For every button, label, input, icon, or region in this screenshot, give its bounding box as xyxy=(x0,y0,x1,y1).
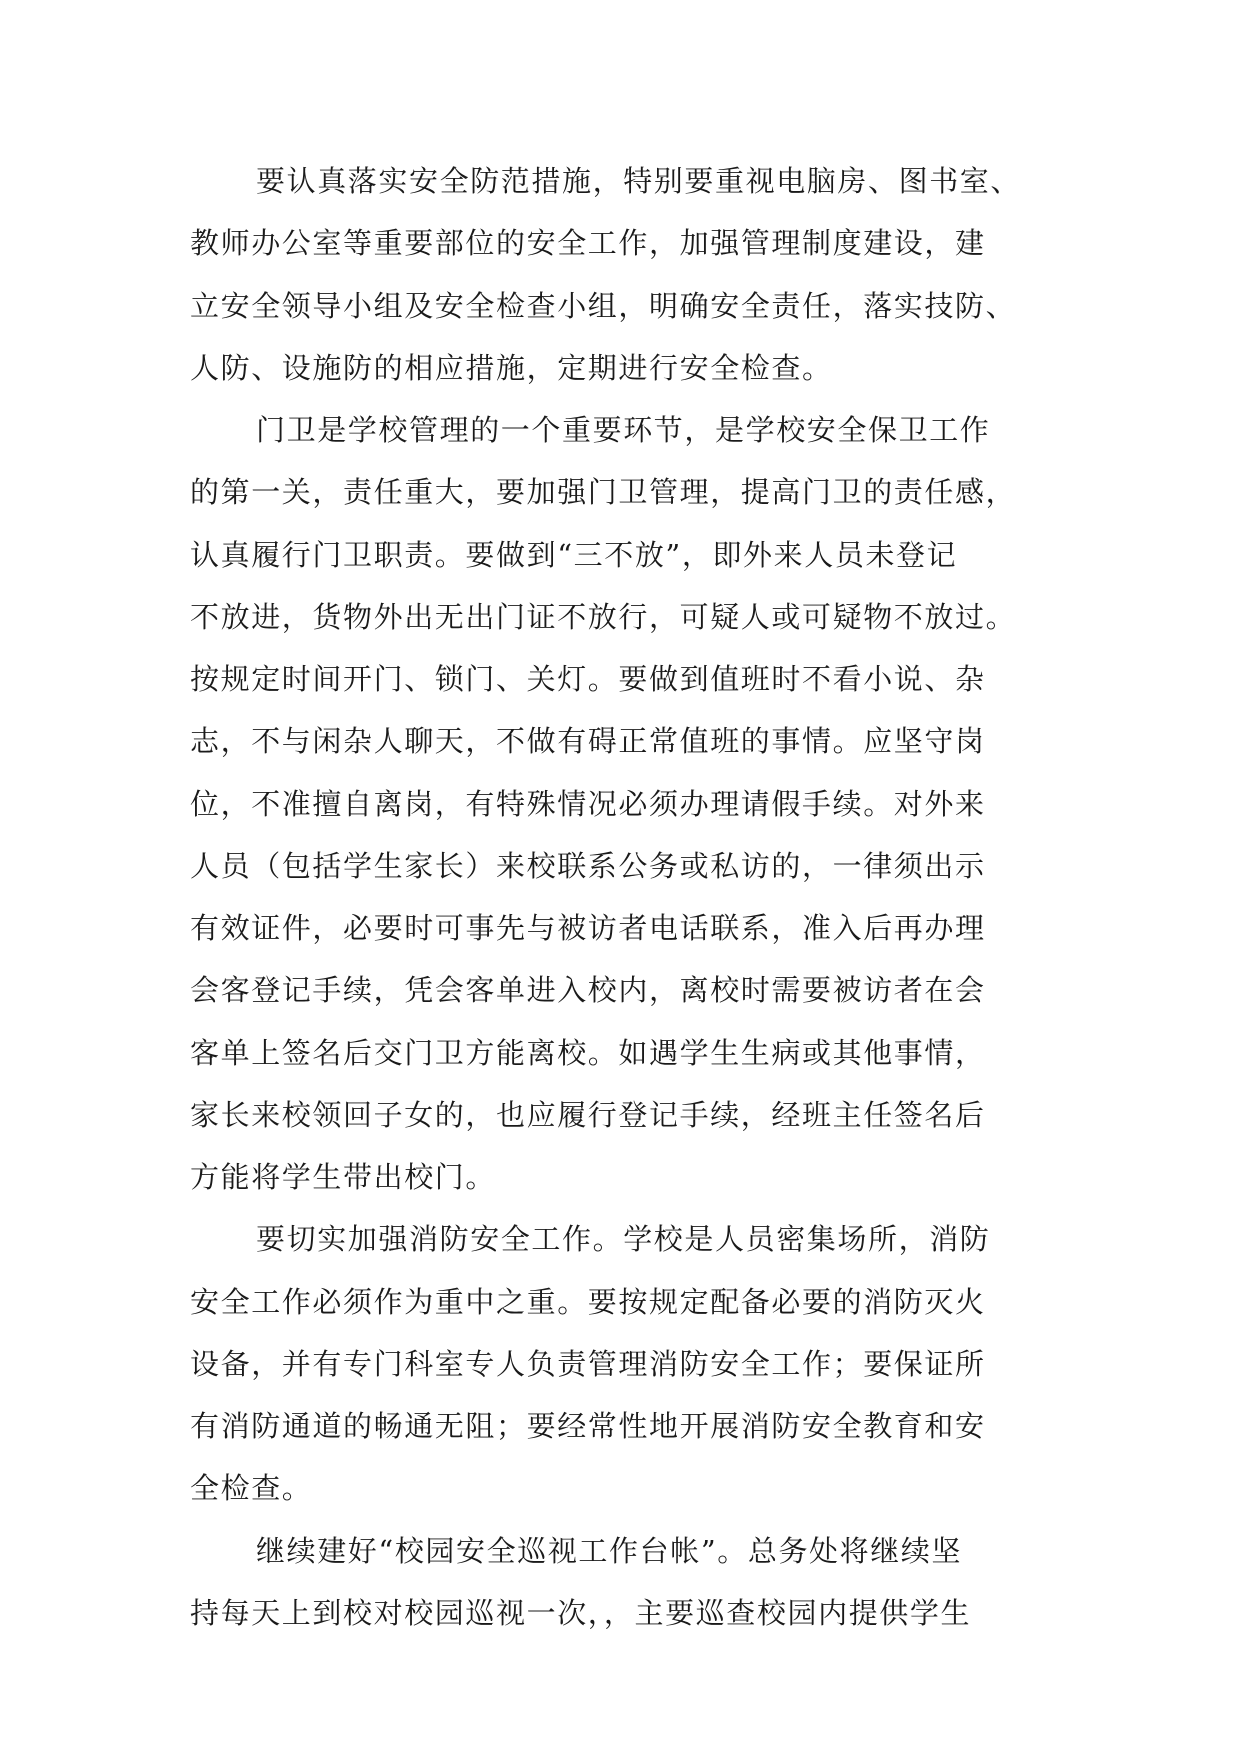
text-line: 门卫是学校管理的一个重要环节，是学校安全保卫工作 xyxy=(256,413,991,447)
text-line: 要切实加强消防安全工作。学校是人员密集场所，消防 xyxy=(256,1222,991,1257)
text-line: 认真履行门卫职责。要做到“三不放”，即外来人员未登记 xyxy=(190,537,958,572)
text-line: 家长来校领回子女的，也应履行登记手续，经班主任签名后 xyxy=(190,1097,986,1132)
paragraph-gatekeeper xyxy=(190,399,1070,1208)
text-line: 不放进，货物外出无出门证不放行，可疑人或可疑物不放过。 xyxy=(190,599,1017,634)
text-line: 位，不准擅自离岗，有特殊情况必须办理请假手续。对外来 xyxy=(190,786,986,821)
text-line: 人防、设施防的相应措施，定期进行安全检查。 xyxy=(190,350,833,385)
text-line: 志，不与闲杂人聊天，不做有碍正常值班的事情。应坚守岗 xyxy=(190,724,986,759)
text-line: 方能将学生带出校门。 xyxy=(190,1160,497,1194)
text-line: 持每天上到校对校园巡视一次，，主要巡查校园内提供学生 xyxy=(190,1595,972,1630)
text-line: 全检查。 xyxy=(190,1471,313,1506)
document-body xyxy=(190,150,1070,1644)
text-line: 继续建好“校园安全巡视工作台帐”。总务处将继续坚 xyxy=(256,1533,963,1568)
paragraph-security-measures xyxy=(190,150,1070,399)
text-line: 有效证件，必要时可事先与被访者电话联系，准入后再办理 xyxy=(190,911,986,945)
text-line: 客单上签名后交门卫方能离校。如遇学生生病或其他事情， xyxy=(190,1035,986,1070)
text-line: 教师办公室等重要部位的安全工作，加强管理制度建设，建 xyxy=(190,226,986,261)
text-line: 有消防通道的畅通无阻；要经常性地开展消防安全教育和安 xyxy=(190,1409,986,1443)
text-line: 会客登记手续，凭会客单进入校内，离校时需要被访者在会 xyxy=(190,973,986,1008)
text-line: 人员（包括学生家长）来校联系公务或私访的，一律须出示 xyxy=(190,848,986,883)
text-line: 立安全领导小组及安全检查小组，明确安全责任，落实技防、 xyxy=(190,288,1017,323)
text-line: 的第一关，责任重大，要加强门卫管理，提高门卫的责任感， xyxy=(190,475,1017,510)
text-line: 安全工作必须作为重中之重。要按规定配备必要的消防灭火 xyxy=(190,1284,986,1319)
text-line: 要认真落实安全防范措施，特别要重视电脑房、图书室、 xyxy=(256,164,1022,198)
text-line: 按规定时间开门、锁门、关灯。要做到值班时不看小说、杂 xyxy=(190,662,986,696)
paragraph-fire-safety xyxy=(190,1208,1070,1519)
paragraph-patrol-ledger xyxy=(190,1520,1070,1645)
text-line: 设备，并有专门科室专人负责管理消防安全工作；要保证所 xyxy=(190,1346,986,1381)
